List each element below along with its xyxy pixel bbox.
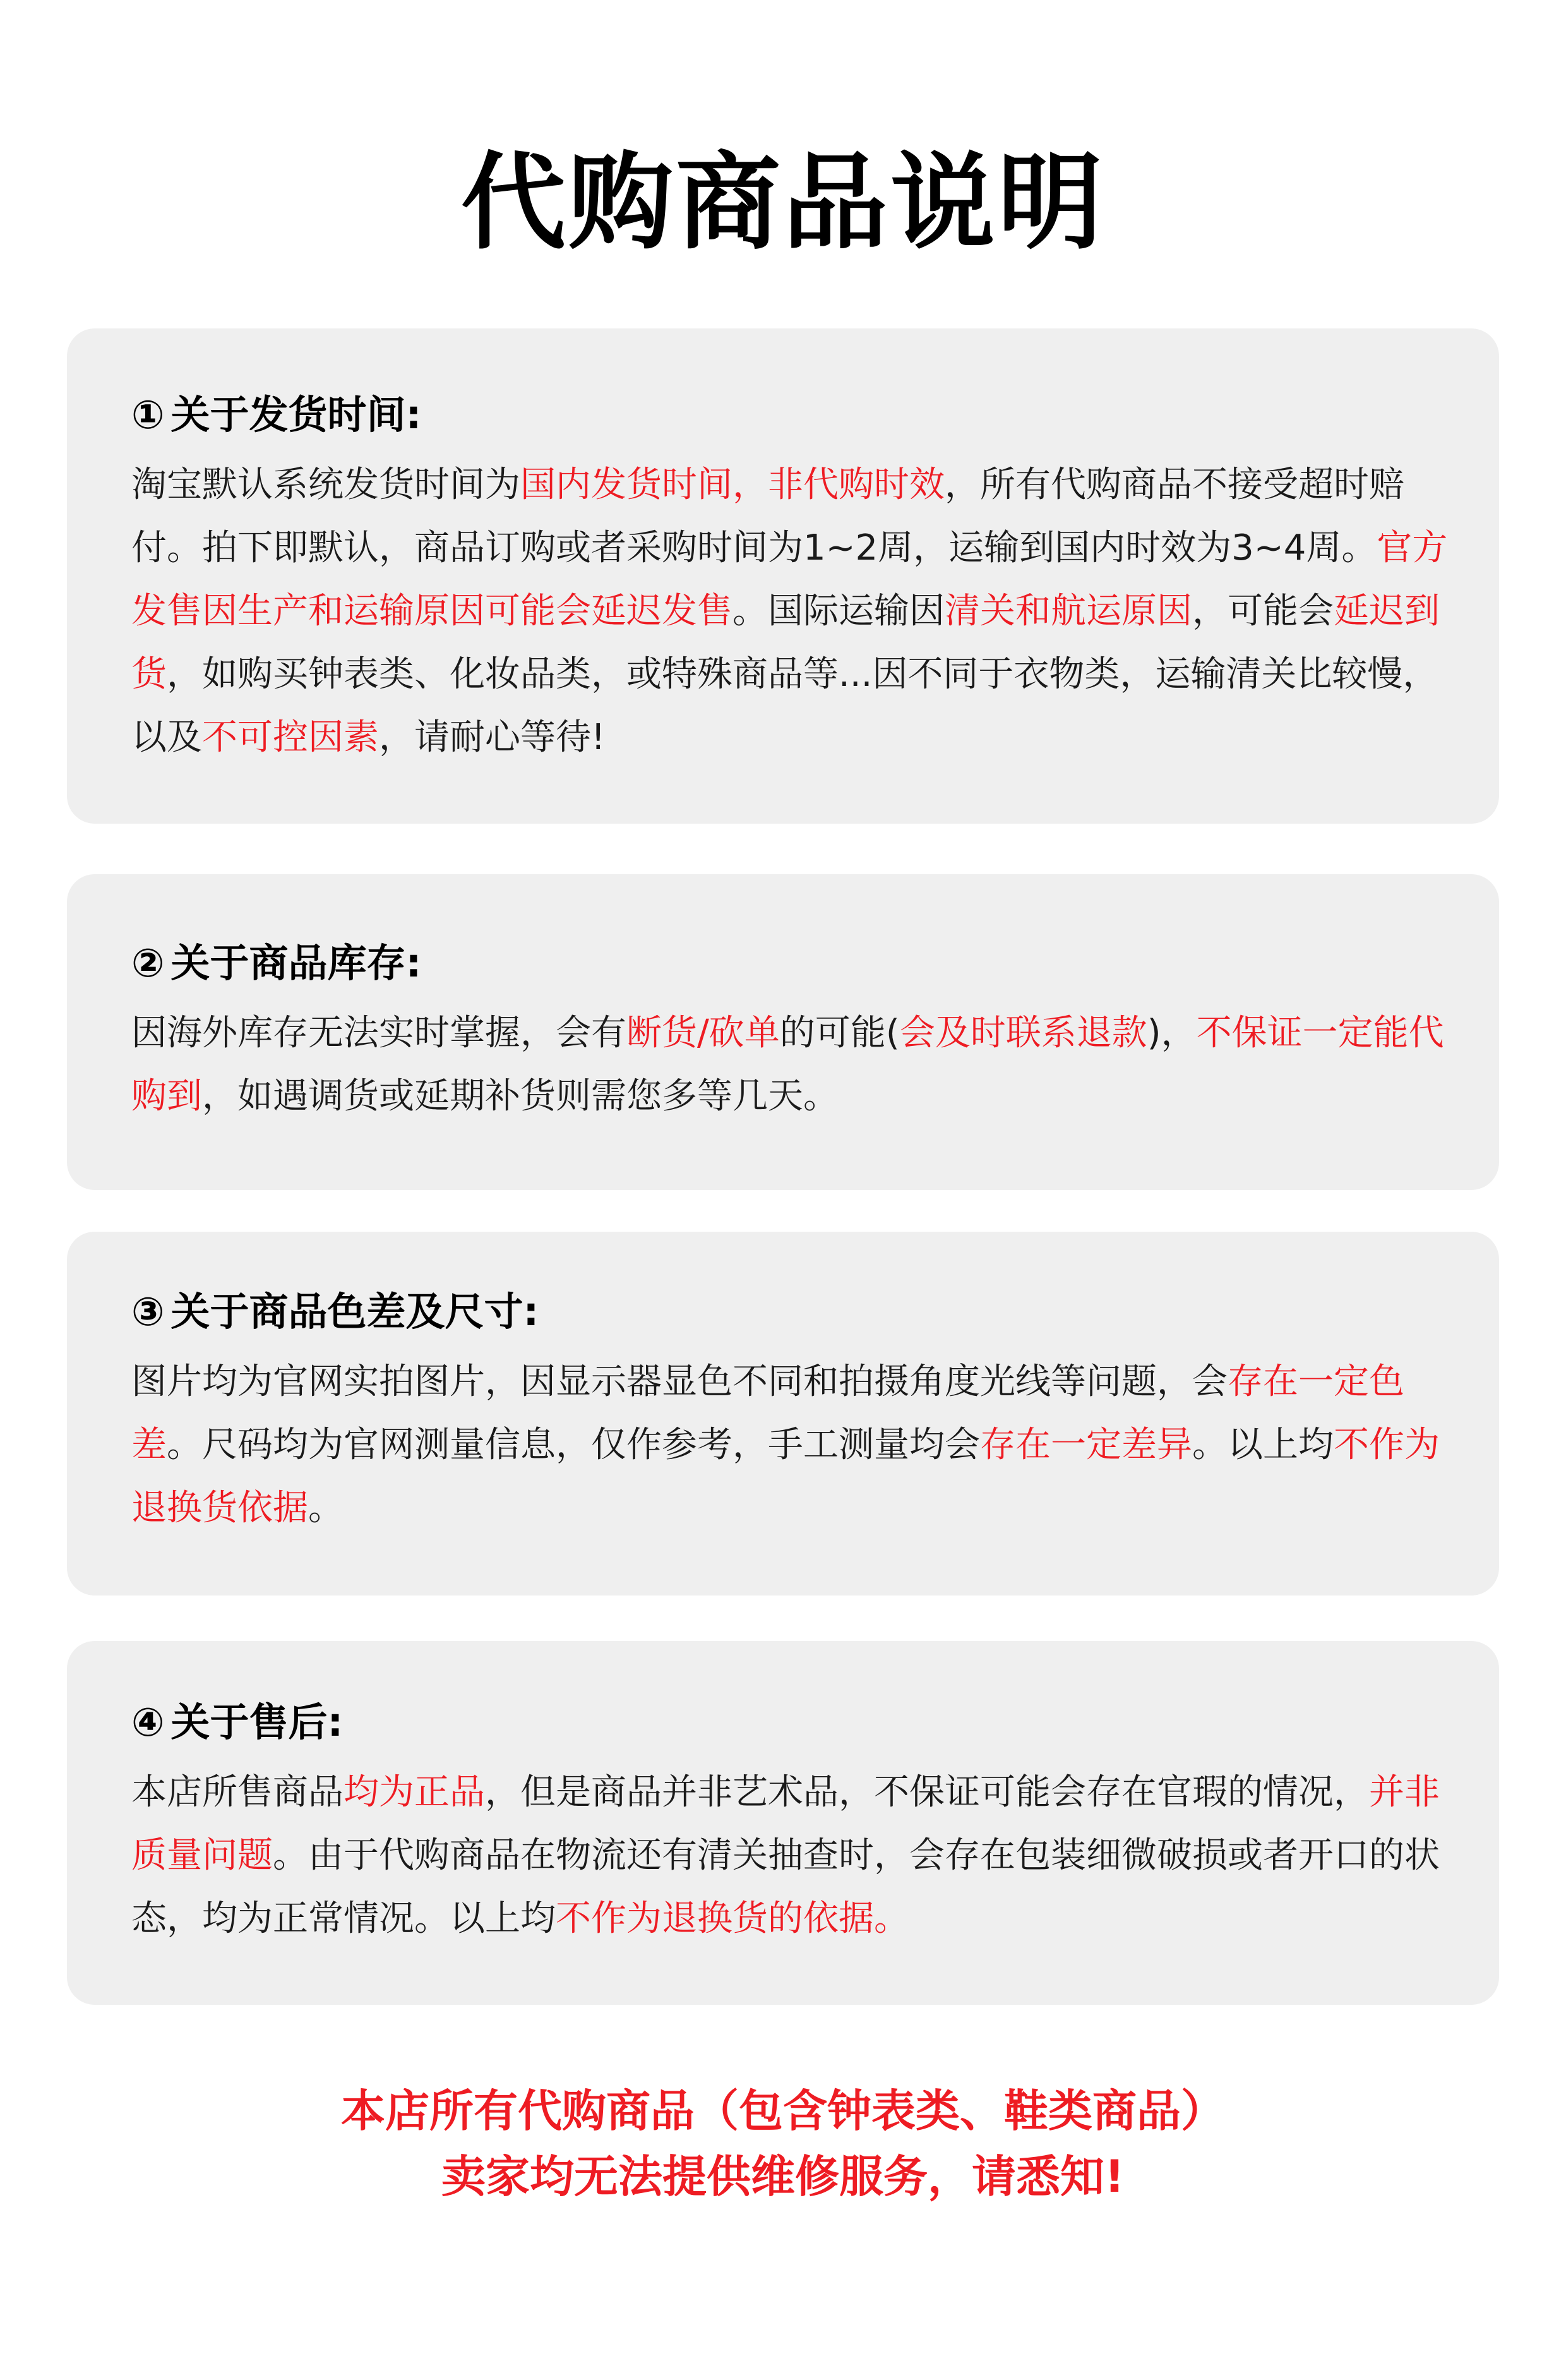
highlighted-text: 不保证一定能代购到 <box>131 1013 1444 1117</box>
highlighted-text: 官方发售因生产和运输原因可能会延迟发售 <box>131 527 1448 632</box>
section-body <box>131 1002 1461 1128</box>
body-text: ，如遇调货或延期补货则需您多等几天。 <box>202 1076 839 1117</box>
body-text: ，但是商品并非艺术品，不保证可能会存在官瑕的情况， <box>485 1772 1369 1813</box>
section-body <box>131 1350 1461 1540</box>
section-heading-text: 关于发货时间: <box>170 392 422 438</box>
section-stock <box>67 874 1499 1190</box>
section-body <box>131 454 1461 769</box>
body-text: 。尺码均为官网测量信息，仅作参考，手工测量均会 <box>167 1424 980 1465</box>
body-text: 图片均为官网实拍图片，因显示器显色不同和拍摄角度光线等问题，会 <box>131 1361 1228 1402</box>
highlighted-text: 不作为退换货的依据。 <box>556 1898 909 1939</box>
body-text: 。 <box>308 1488 344 1529</box>
body-text: ，请耐心等待! <box>379 717 606 758</box>
body-text: 本店所售商品 <box>131 1772 344 1813</box>
body-text: 淘宝默认系统发货时间为 <box>131 464 520 505</box>
highlighted-text: 国内发货时间，非代购时效 <box>520 464 945 505</box>
section-heading <box>131 387 1461 443</box>
section-body <box>131 1761 1461 1950</box>
circled-number: ④ <box>131 1699 165 1745</box>
section-after-sales <box>67 1641 1499 2005</box>
section-shipping-time <box>67 328 1499 824</box>
section-heading <box>131 1694 1461 1751</box>
section-heading-text: 关于售后: <box>170 1699 344 1745</box>
body-text: 因海外库存无法实时掌握，会有 <box>131 1013 626 1054</box>
circled-number: ② <box>131 940 165 986</box>
body-text: ，所有代购商品不接受超时赔付。拍下即默认，商品订购或者采购时间为1~2周，运输到国内时效为3~4周。 <box>131 464 1404 568</box>
highlighted-text: 并非质量问题 <box>131 1772 1440 1876</box>
section-heading-text: 关于商品色差及尺寸: <box>170 1289 539 1335</box>
footer-notice <box>0 2078 1566 2209</box>
section-heading <box>131 1283 1461 1340</box>
body-text: 的可能( <box>779 1013 900 1054</box>
section-heading <box>131 935 1461 992</box>
footer-line-1: 本店所有代购商品（包含钟表类、鞋类商品） <box>341 2085 1225 2137</box>
body-text: 。以上均 <box>1192 1424 1334 1465</box>
circled-number: ③ <box>131 1289 165 1335</box>
page-title: 代购商品说明 <box>461 142 1105 264</box>
body-text: ，可能会 <box>1192 591 1334 632</box>
highlighted-text: 存在一定色差 <box>131 1361 1404 1465</box>
body-text: ，如购买钟表类、化妆品类，或特殊商品等...因不同于衣物类，运输清关比较慢，以及 <box>131 654 1438 758</box>
highlighted-text: 存在一定差异 <box>980 1424 1192 1465</box>
highlighted-text: 不可控因素 <box>202 717 379 758</box>
highlighted-text: 清关和航运原因 <box>945 591 1192 632</box>
highlighted-text: 会及时联系退款 <box>899 1013 1147 1054</box>
circled-number: ① <box>131 392 165 438</box>
highlighted-text: 不作为退换货依据 <box>131 1424 1440 1529</box>
highlighted-text: 断货/砍单 <box>626 1013 780 1054</box>
body-text: 。国际运输因 <box>732 591 945 632</box>
section-heading-text: 关于商品库存: <box>170 940 422 986</box>
section-color-size <box>67 1232 1499 1596</box>
body-text: 。由于代购商品在物流还有清关抽查时，会存在包装细微破损或者开口的状态，均为正常情况。以上均 <box>131 1835 1440 1939</box>
highlighted-text: 延迟到货 <box>131 591 1440 695</box>
footer-line-2: 卖家均无法提供维修服务，请悉知! <box>441 2151 1125 2203</box>
body-text: )， <box>1147 1013 1197 1054</box>
highlighted-text: 均为正品 <box>344 1772 485 1813</box>
